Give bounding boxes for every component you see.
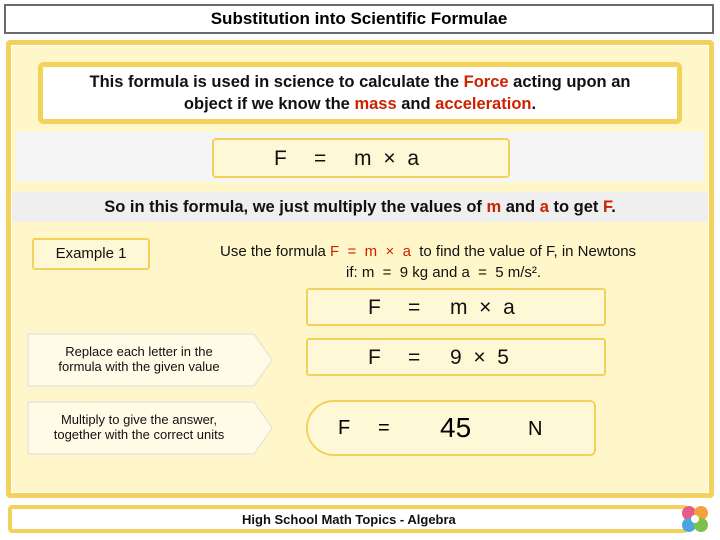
step-1-rhs: m × a bbox=[450, 296, 515, 319]
puzzle-logo-icon bbox=[678, 502, 712, 536]
step-row-2 bbox=[306, 338, 606, 376]
task-line-2: if: m = 9 kg and a = 5 m/s². bbox=[346, 264, 542, 281]
answer-lhs: F bbox=[338, 417, 351, 439]
step-2-rhs: 9 × 5 bbox=[450, 346, 509, 369]
formula-lhs: F bbox=[274, 147, 287, 170]
acceleration-highlight: acceleration bbox=[435, 95, 532, 113]
footer-text: High School Math Topics - Algebra bbox=[242, 512, 456, 527]
answer-box bbox=[306, 400, 596, 456]
intro-line-1: This formula is used in science to calculate the Force acting upon an bbox=[89, 73, 631, 91]
arrow-1-text: Replace each letter in the formula with the given value bbox=[58, 344, 220, 374]
formula-rhs: m × a bbox=[354, 147, 420, 170]
summary-band bbox=[12, 192, 708, 222]
step-2-lhs: F bbox=[368, 346, 381, 369]
answer-equals: = bbox=[378, 417, 390, 439]
formula-box bbox=[212, 138, 510, 178]
step-1-lhs: F bbox=[368, 296, 381, 319]
force-highlight: Force bbox=[463, 73, 509, 91]
task-line-1: Use the formula F = m × a to find the value of F, in Newtons bbox=[220, 243, 637, 260]
formula-equals: = bbox=[314, 147, 327, 170]
answer-value: 45 bbox=[440, 412, 472, 443]
step-row-1 bbox=[306, 288, 606, 326]
arrow-2-text: Multiply to give the answer, together with the correct units bbox=[53, 412, 225, 442]
summary-text: So in this formula, we just multiply the values of m and a to get F. bbox=[104, 198, 616, 216]
answer-unit: N bbox=[528, 418, 543, 440]
intro-line-2: object if we know the mass and acceleration. bbox=[183, 95, 537, 113]
footer-bar bbox=[8, 505, 688, 533]
page-title: Substitution into Scientific Formulae bbox=[210, 9, 508, 28]
step-2-equals: = bbox=[408, 346, 421, 369]
intro-box bbox=[38, 62, 682, 124]
title-bar bbox=[4, 4, 714, 34]
step-1-equals: = bbox=[408, 296, 421, 319]
example-label-box bbox=[32, 238, 150, 270]
mass-highlight: mass bbox=[354, 95, 397, 113]
example-label: Example 1 bbox=[55, 245, 127, 262]
